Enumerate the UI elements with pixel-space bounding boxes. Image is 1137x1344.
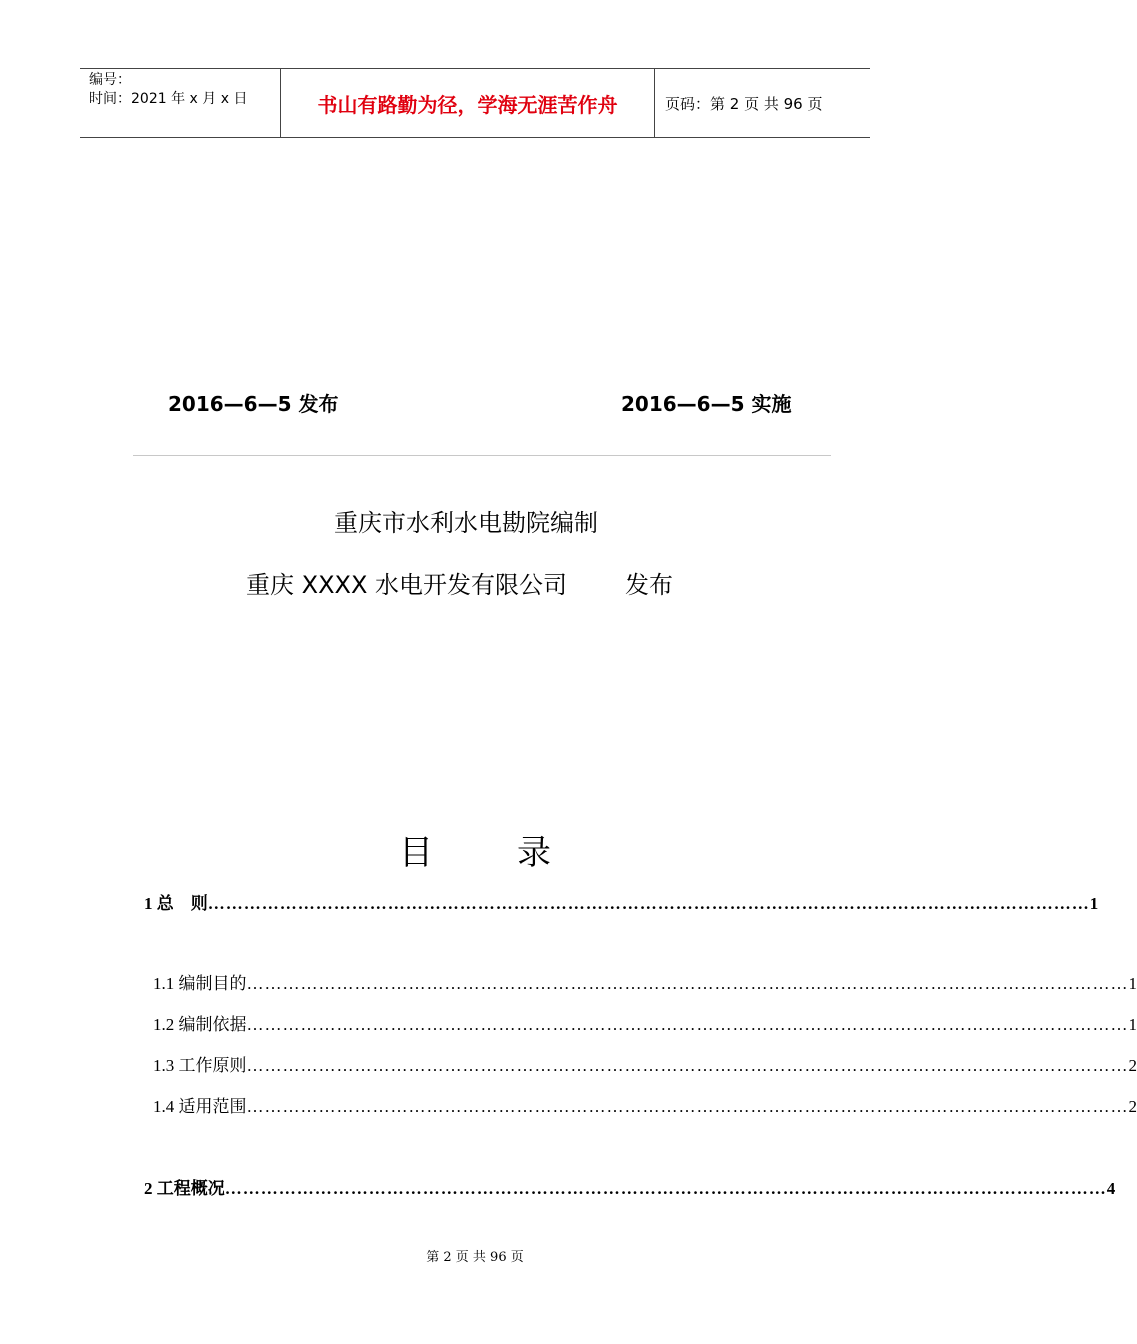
toc-entry[interactable] xyxy=(144,1174,1116,1199)
toc-leader: ………………………………………………………………………………………………………………………………… xyxy=(246,974,1129,993)
toc-title-right: 录 xyxy=(517,833,551,873)
header-page-info: 页码：第 2 页 共 96 页 xyxy=(665,94,823,113)
toc-entry[interactable] xyxy=(153,1010,1137,1035)
divider xyxy=(133,455,831,456)
toc-leader: ………………………………………………………………………………………………………………………………… xyxy=(246,1056,1129,1075)
toc-leader: ………………………………………………………………………………………………………………………………… xyxy=(246,1097,1129,1116)
toc-entry-page: 1 xyxy=(1128,1015,1137,1034)
document-header xyxy=(80,68,870,138)
toc-entry-page: 2 xyxy=(1128,1097,1137,1116)
toc-entry[interactable] xyxy=(153,1092,1137,1117)
toc-leader: ………………………………………………………………………………………………………………………………… xyxy=(207,894,1090,913)
compiler-line: 重庆市水利水电勘院编制 xyxy=(334,509,598,537)
toc-entry[interactable] xyxy=(153,969,1137,994)
header-motto: 书山有路勤为径，学海无涯苦作舟 xyxy=(281,69,655,137)
toc-title-left: 目 xyxy=(399,833,433,873)
toc-title xyxy=(0,825,950,874)
toc-entry-label: 1.1 编制目的 xyxy=(153,974,247,993)
toc-entry-page: 2 xyxy=(1128,1056,1137,1075)
publish-date: 2016—6—5 发布 xyxy=(168,392,339,416)
toc-leader: ………………………………………………………………………………………………………………………………… xyxy=(224,1179,1107,1198)
header-meta xyxy=(80,69,281,137)
toc-entry[interactable] xyxy=(144,889,1099,914)
toc-entry-label: 1 总 则 xyxy=(144,894,208,913)
toc-entry-label: 1.2 编制依据 xyxy=(153,1015,247,1034)
time-label: 时间：2021 年 x 月 x 日 xyxy=(89,91,248,107)
toc-entry-page: 4 xyxy=(1106,1179,1116,1198)
implement-date: 2016—6—5 实施 xyxy=(621,392,792,416)
toc-entry-label: 2 工程概况 xyxy=(144,1179,225,1198)
toc-entry-label: 1.3 工作原则 xyxy=(153,1056,247,1075)
publisher-name: 重庆 XXXX 水电开发有限公司 xyxy=(246,571,568,599)
publisher-action: 发布 xyxy=(625,571,673,599)
toc-leader: ………………………………………………………………………………………………………………………………… xyxy=(246,1015,1129,1034)
toc-entry[interactable] xyxy=(153,1051,1137,1076)
toc-entry-page: 1 xyxy=(1089,894,1099,913)
page-footer: 第 2 页 共 96 页 xyxy=(426,1250,524,1265)
toc-entry-label: 1.4 适用范围 xyxy=(153,1097,247,1116)
toc-entry-page: 1 xyxy=(1128,974,1137,993)
number-label: 编号： xyxy=(89,72,131,88)
